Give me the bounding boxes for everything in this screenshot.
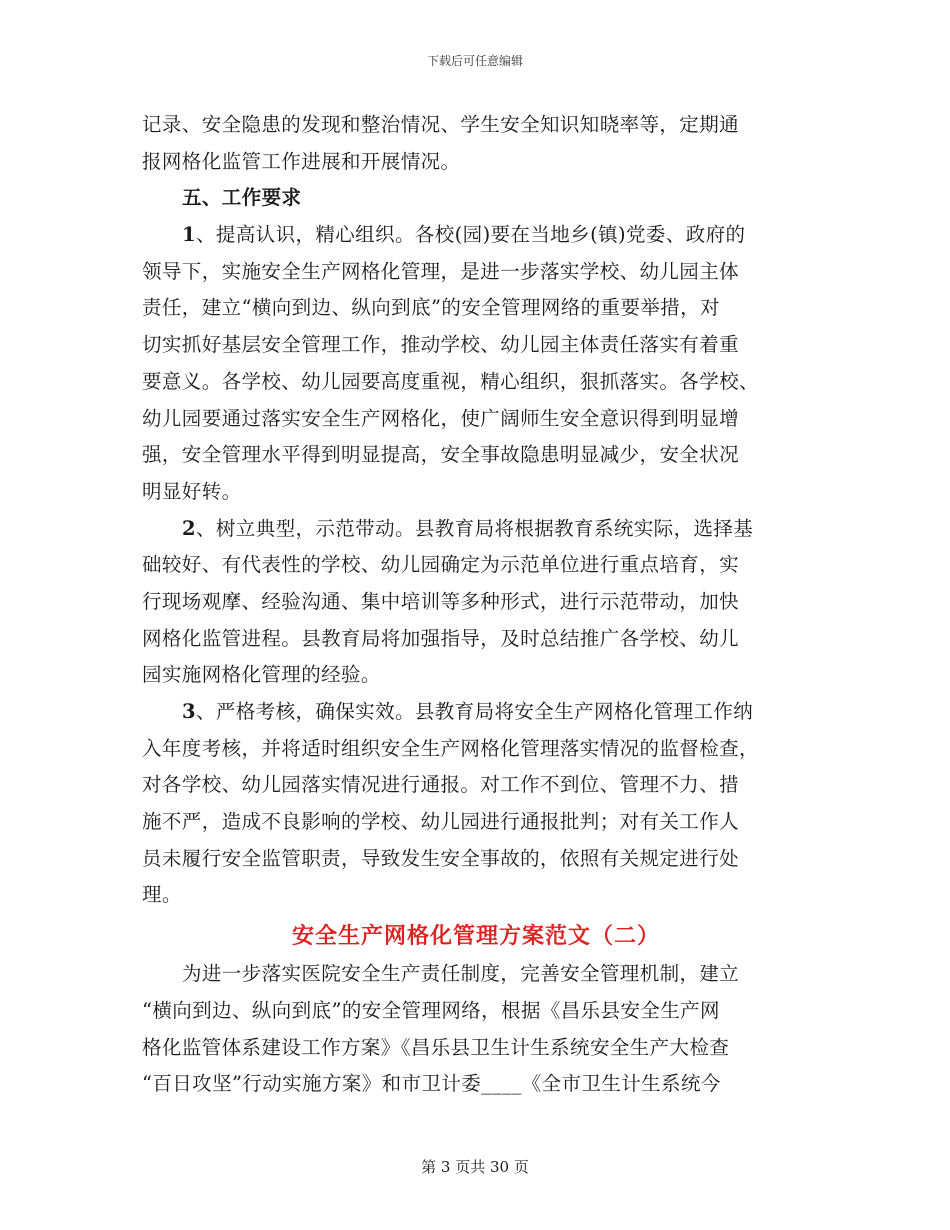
text-line: 为进一步落实医院安全生产责任制度，完善安全管理机制，建立 (182, 962, 740, 986)
item-number: 2 (182, 516, 196, 540)
text-line: 幼儿园要通过落实安全生产网格化，使广阔师生安全意识得到明显增 (142, 406, 740, 430)
text-line: “横向到边、纵向到底”的安全管理网络，根据《昌乐县安全生产网 (142, 998, 720, 1022)
text-line: 明显好转。 (142, 479, 242, 503)
text-line: 领导下，实施安全生产网格化管理，是进一步落实学校、幼儿园主体 (142, 259, 740, 283)
text-line: 员未履行安全监管职责，导致发生安全事故的，依照有关规定进行处 (142, 846, 740, 870)
text-line: 理。 (142, 883, 182, 907)
document-body (142, 107, 810, 1103)
text-span: 、严格考核，确保实效。县教育局将安全生产网格化管理工作纳 (195, 700, 754, 723)
text-line: 要意义。各学校、幼儿园要高度重视，精心组织，狠抓落实。各学校、 (142, 369, 759, 393)
text-line: 网格化监管进程。县教育局将加强指导，及时总结推广各学校、幼儿 (142, 626, 740, 650)
text-line: 园实施网格化管理的经验。 (142, 663, 381, 687)
section-heading: 五、工作要求 (182, 186, 302, 210)
text-line: 报网格化监管工作进展和开展情况。 (142, 149, 461, 173)
text-line: 记录、安全隐患的发现和整治情况、学生安全知识知晓率等，定期通 (142, 113, 740, 136)
text-line: 格化监管体系建设工作方案》《昌乐县卫生计生系统安全生产大检查 (142, 1035, 730, 1059)
text-span: 、树立典型，示范带动。县教育局将根据教育系统实际，选择基 (195, 516, 754, 540)
text-line: 入年度考核，并将适时组织安全生产网格化管理落实情况的监督检查， (142, 736, 759, 760)
list-item-2-first-line (142, 511, 810, 548)
text-line: 责任，建立“横向到边、纵向到底”的安全管理网络的重要举措，对 (142, 296, 720, 320)
page-footer: 第 3 页共 30 页 (421, 1158, 529, 1176)
text-line: 础较好、有代表性的学校、幼儿园确定为示范单位进行重点培育，实 (142, 553, 740, 577)
text-line: 施不严，造成不良影响的学校、幼儿园进行通报批判；对有关工作人 (142, 810, 740, 834)
text-line: 强，安全管理水平得到明显提高，安全事故隐患明显减少，安全状况 (142, 443, 740, 467)
list-item-3-first-line (142, 694, 810, 731)
text-line: “百日攻坚”行动实施方案》和市卫计委____《全市卫生计生系统今 (142, 1072, 721, 1096)
text-span: 、提高认识，精心组织。各校(园)要在当地乡(镇)党委、政府的 (195, 223, 746, 247)
section-title: 安全生产网格化管理方案范文（二） (291, 923, 660, 950)
item-number: 1 (182, 223, 196, 247)
text-line: 行现场观摩、经验沟通、集中培训等多种形式，进行示范带动，加快 (142, 589, 740, 613)
page-header: 下载后可任意编辑 (426, 54, 523, 68)
list-item-1-first-line (142, 217, 810, 254)
text-line: 对各学校、幼儿园落实情况进行通报。对工作不到位、管理不力、措 (142, 773, 740, 797)
text-line: 切实抓好基层安全管理工作，推动学校、幼儿园主体责任落实有着重 (142, 333, 740, 357)
item-number: 3 (182, 700, 196, 723)
